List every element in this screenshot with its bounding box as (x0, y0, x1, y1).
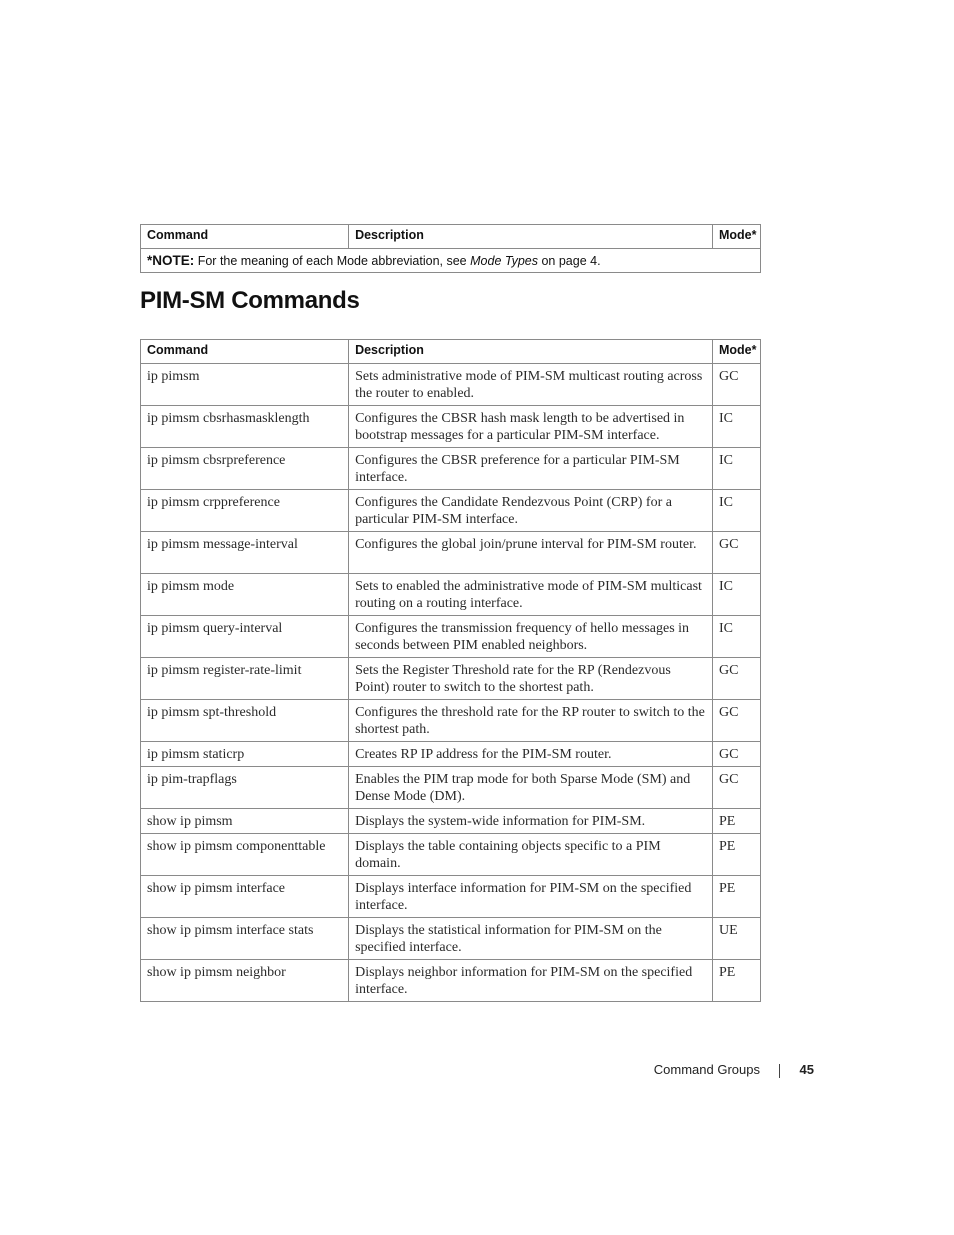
description-cell: Enables the PIM trap mode for both Sparse Mode (SM) and Dense Mode (DM). (349, 767, 713, 809)
description-cell: Configures the CBSR preference for a particular PIM-SM interface. (349, 448, 713, 490)
header-command: Command (141, 225, 349, 249)
table-row (141, 918, 761, 960)
mode-cell: PE (712, 960, 760, 1002)
description-cell: Configures the transmission frequency of hello messages in seconds between PIM enabled neighbors. (349, 616, 713, 658)
table-row (141, 809, 761, 834)
description-cell: Sets to enabled the administrative mode of PIM-SM multicast routing on a routing interface. (349, 574, 713, 616)
command-cell: show ip pimsm interface stats (141, 918, 349, 960)
command-cell: ip pimsm register-rate-limit (141, 658, 349, 700)
page-number: 45 (799, 1062, 814, 1077)
table-row (141, 658, 761, 700)
command-cell: ip pimsm staticrp (141, 742, 349, 767)
command-cell: ip pimsm (141, 364, 349, 406)
table-header-row (141, 340, 761, 364)
mode-cell: PE (712, 876, 760, 918)
description-cell: Displays the statistical information for PIM-SM on the specified interface. (349, 918, 713, 960)
note-label: *NOTE: (147, 253, 195, 268)
table-row (141, 834, 761, 876)
table-row (141, 448, 761, 490)
mode-note-table (140, 224, 761, 273)
mode-cell: IC (712, 490, 760, 532)
header-description: Description (349, 225, 713, 249)
table-row (141, 876, 761, 918)
mode-cell: UE (712, 918, 760, 960)
description-cell: Displays neighbor information for PIM-SM on the specified interface. (349, 960, 713, 1002)
mode-cell: GC (712, 742, 760, 767)
mode-cell: GC (712, 700, 760, 742)
description-cell: Sets the Register Threshold rate for the RP (Rendezvous Point) router to switch to the shortest path. (349, 658, 713, 700)
command-cell: ip pimsm spt-threshold (141, 700, 349, 742)
table-row (141, 742, 761, 767)
mode-cell: IC (712, 574, 760, 616)
description-cell: Displays the table containing objects specific to a PIM domain. (349, 834, 713, 876)
mode-cell: PE (712, 834, 760, 876)
description-cell: Creates RP IP address for the PIM-SM router. (349, 742, 713, 767)
command-cell: ip pimsm mode (141, 574, 349, 616)
table-header-row (141, 225, 761, 249)
table-row (141, 574, 761, 616)
note-cell (141, 249, 761, 273)
section-title: PIM-SM Commands (140, 287, 360, 314)
table-row (141, 700, 761, 742)
command-cell: ip pimsm crppreference (141, 490, 349, 532)
command-cell: show ip pimsm (141, 809, 349, 834)
command-cell: ip pimsm cbsrpreference (141, 448, 349, 490)
page-footer (560, 1062, 815, 1080)
note-text-after: on page 4. (537, 254, 601, 268)
mode-cell: GC (712, 532, 760, 574)
table-row (141, 364, 761, 406)
description-cell: Configures the global join/prune interval for PIM-SM router. (349, 532, 713, 574)
mode-cell: IC (712, 406, 760, 448)
mode-cell: PE (712, 809, 760, 834)
table-row (141, 960, 761, 1002)
footer-divider (779, 1064, 780, 1078)
description-cell: Sets administrative mode of PIM-SM multicast routing across the router to enabled. (349, 364, 713, 406)
table-row (141, 616, 761, 658)
footer-section-name: Command Groups (653, 1062, 760, 1077)
mode-cell: GC (712, 767, 760, 809)
table-row (141, 490, 761, 532)
pim-sm-commands-table (140, 339, 761, 1002)
description-cell: Configures the Candidate Rendezvous Point (CRP) for a particular PIM-SM interface. (349, 490, 713, 532)
mode-cell: GC (712, 364, 760, 406)
command-cell: ip pimsm message-interval (141, 532, 349, 574)
header-description: Description (349, 340, 713, 364)
description-cell: Configures the threshold rate for the RP router to switch to the shortest path. (349, 700, 713, 742)
note-row (141, 249, 761, 273)
command-cell: show ip pimsm neighbor (141, 960, 349, 1002)
description-cell: Configures the CBSR hash mask length to be advertised in bootstrap messages for a particular PIM-SM interface. (349, 406, 713, 448)
command-cell: show ip pimsm componenttable (141, 834, 349, 876)
mode-cell: GC (712, 658, 760, 700)
mode-cell: IC (712, 448, 760, 490)
header-command: Command (141, 340, 349, 364)
command-cell: ip pimsm cbsrhasmasklength (141, 406, 349, 448)
description-cell: Displays the system-wide information for PIM-SM. (349, 809, 713, 834)
command-cell: ip pimsm query-interval (141, 616, 349, 658)
table-row (141, 767, 761, 809)
note-text: For the meaning of each Mode abbreviation, see (194, 254, 471, 268)
mode-cell: IC (712, 616, 760, 658)
header-mode: Mode* (712, 225, 760, 249)
description-cell: Displays interface information for PIM-SM on the specified interface. (349, 876, 713, 918)
command-cell: show ip pimsm interface (141, 876, 349, 918)
header-mode: Mode* (712, 340, 760, 364)
command-cell: ip pim-trapflags (141, 767, 349, 809)
table-row (141, 406, 761, 448)
table-row (141, 532, 761, 574)
mode-types-reference: Mode Types (470, 254, 538, 268)
